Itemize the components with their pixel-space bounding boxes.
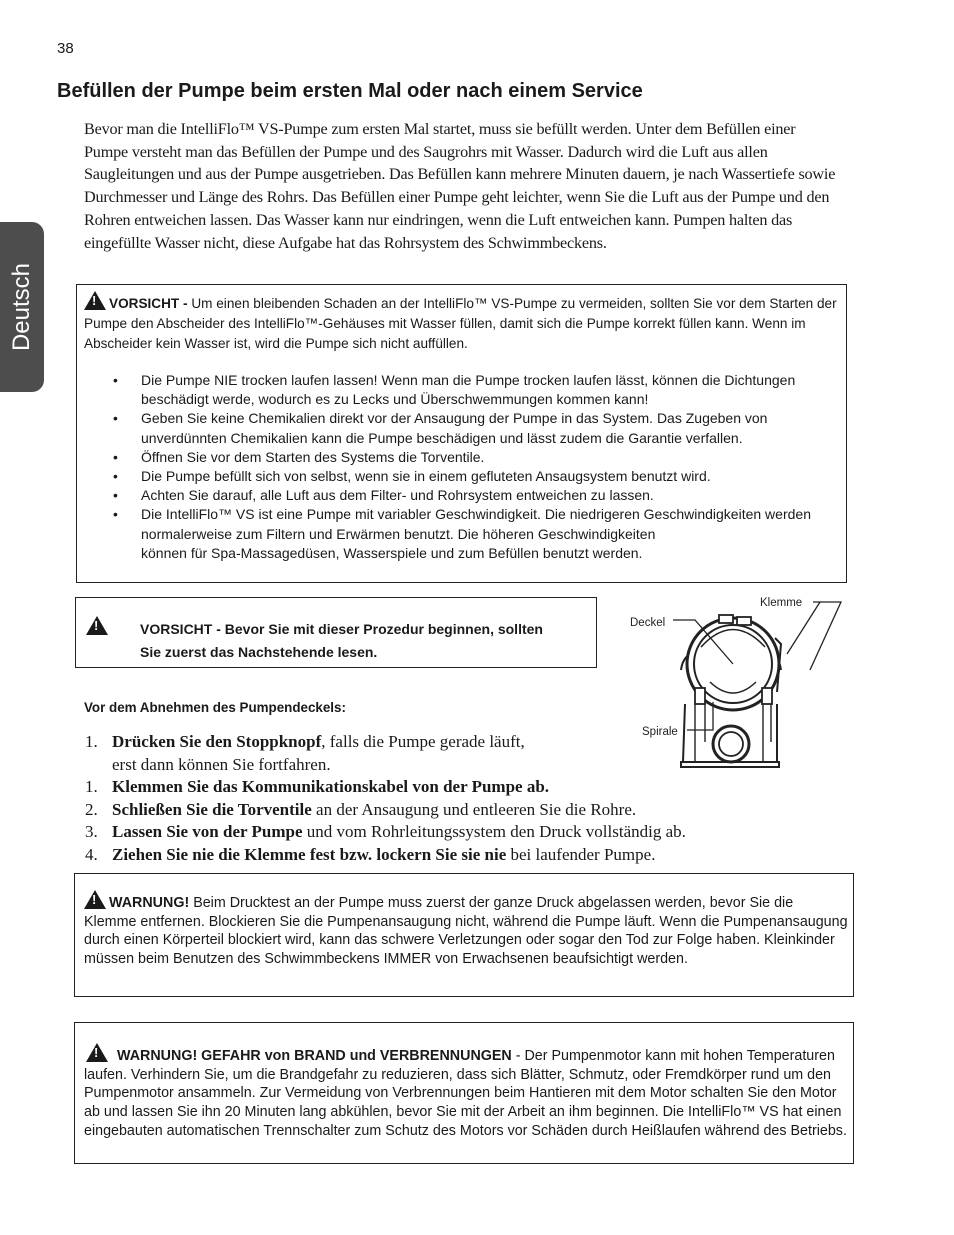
caution-lead-text [84, 291, 842, 354]
step-item: 4. Ziehen Sie nie die Klemme fest bzw. lockern Sie sie nie bei laufender Pumpe. [85, 845, 656, 864]
caution-bullet-list [113, 371, 841, 563]
list-item-continuation: können für Spa-Massagedüsen, Wasserspiele und zum Befüllen benutzt werden. [141, 544, 643, 561]
warning-triangle-icon [84, 890, 106, 909]
list-item: • Achten Sie darauf, alle Luft aus dem Filter- und Rohrsystem entweichen zu lassen. [113, 486, 841, 505]
caution-procedure-line1: VORSICHT - Bevor Sie mit dieser Prozedur beginnen, sollten [140, 621, 543, 637]
procedure-subheading: Vor dem Abnehmen des Pumpendeckels: [84, 700, 346, 715]
warning-text: - Der Pumpenmotor kann mit hohen Temperaturen laufen. Verhindern Sie, um die Brandgefahr zu reduzieren, dass sich Blätter, Schmutz, oder Fremdkörper rund um den Pumpenmotor ansammeln. Zur Vermeidung von Verbrennungen beim Hantieren mit dem Motor schalten Sie den Motor ab und lassen Sie ihn 20 Minuten lang abkühlen, bevor Sie mit der Arbeit an ihm beginnen. Die IntelliFlo™ VS hat einen eingebauten automatischen Trennschalter zum Schutz des Motors vor Schäden durch Heißlaufen während des Betriebs. [84, 1048, 847, 1139]
step-item: 3. Lassen Sie von der Pumpe und vom Rohrleitungssystem den Druck vollständig ab. [85, 822, 686, 841]
list-item: • Die Pumpe NIE trocken laufen lassen! Wenn man die Pumpe trocken laufen lässt, können die Dichtungen beschädigt werde, wodurch es zu Lecks und Überschwemmungen kommen kann! [113, 371, 841, 409]
warning-triangle-icon [86, 616, 108, 635]
caution-box-priming [76, 284, 847, 583]
step-item: 2. Schließen Sie die Torventile an der Ansaugung und entleeren Sie die Rohre. [85, 800, 637, 819]
label-klemme: Klemme [760, 597, 803, 609]
warning-triangle-icon [86, 1043, 108, 1062]
warning-triangle-icon [84, 291, 106, 310]
warning-text: Beim Drucktest an der Pumpe muss zuerst der ganze Druck abgelassen werden, bevor Sie die Klemme entfernen. Blockieren Sie die Pumpenansaugung nicht, während die Pumpe läuft. Wenn die Pumpenansaugung durch einen Körperteil blockiert wird, kann das schwere Verletzungen oder sogar den Tod zur Folge haben. Kleinkinder müssen beim Benutzen des Schwimmbeckens IMMER von Erwachsenen beaufsichtigt werden. [84, 895, 848, 967]
warning-label: WARNUNG! [109, 895, 190, 911]
warning-box-pressure [74, 873, 854, 997]
list-item: • Geben Sie keine Chemikalien direkt vor der Ansaugung der Pumpe in das System. Das Zugeben von unverdünnten Chemikalien kann die Pumpe beschädigen und lässt zudem die Garantie verfallen. [113, 409, 841, 447]
page-number: 38 [57, 40, 74, 57]
caution-label: VORSICHT - [109, 296, 188, 311]
intro-paragraph: Bevor man die IntelliFlo™ VS-Pumpe zum ersten Mal startet, muss sie befüllt werden. Unter dem Befüllen einer Pumpe versteht man das Befüllen der Pumpe und des Saugrohrs mit Wasser. Dadurch wird die Luft aus allen Saugleitungen und aus der Pumpe ausgetrieben. Das Befüllen kann mehrere Minuten dauern, je nach Wassertiefe sowie Durchmesser und Länge des Rohrs. Das Befüllen einer Pumpe geht leichter, wenn Sie die Luft aus der Pumpe und den Rohren entweichen lassen. Das Wasser kann nur eindringen, wenn die Luft entweichen kann. Pumpen halten das eingefüllte Wasser nicht, diese Aufgabe hat das Rohrsystem des Schwimmbeckens. [84, 120, 836, 252]
pump-lid-diagram [615, 592, 850, 772]
list-item: • Die Pumpe befüllt sich von selbst, wenn sie in einem gefluteten Ansaugsystem benutzt wird. [113, 467, 841, 486]
label-deckel: Deckel [630, 617, 666, 629]
caution-box-procedure [75, 597, 597, 668]
section-heading: Befüllen der Pumpe beim ersten Mal oder nach einem Service [57, 80, 643, 102]
step-item: 1. Drücken Sie den Stoppknopf, falls die Pumpe gerade läuft, erst dann können Sie fortfahren. [85, 732, 525, 774]
warning-box-fire [74, 1022, 854, 1164]
caution-procedure-line2: Sie zuerst das Nachstehende lesen. [140, 644, 378, 660]
step-item: 1. Klemmen Sie das Kommunikationskabel von der Pumpe ab. [85, 777, 550, 796]
list-item: • Die IntelliFlo™ VS ist eine Pumpe mit variabler Geschwindigkeit. Die niedrigeren Geschwindigkeiten werden normalerweise zum Filtern und Erwärmen benutzt. Die höheren Geschwindigkeiten [113, 505, 841, 543]
side-tab-label: Deutsch [8, 262, 35, 352]
caution-text: Um einen bleibenden Schaden an der IntelliFlo™ VS-Pumpe zu vermeiden, sollten Sie vor dem Starten der Pumpe den Abscheider des IntelliFlo™-Gehäuses mit Wasser füllen, damit sich die Pumpe korrekt füllen kann. Wenn im Abscheider kein Wasser ist, wird die Pumpe sich nicht auffüllen. [84, 296, 837, 351]
list-item: • Öffnen Sie vor dem Starten des Systems die Torventile. [113, 448, 841, 467]
label-spirale: Spirale [642, 726, 678, 738]
language-side-tab [0, 222, 44, 392]
warning-label: WARNUNG! GEFAHR von BRAND und VERBRENNUNGEN [117, 1048, 512, 1064]
